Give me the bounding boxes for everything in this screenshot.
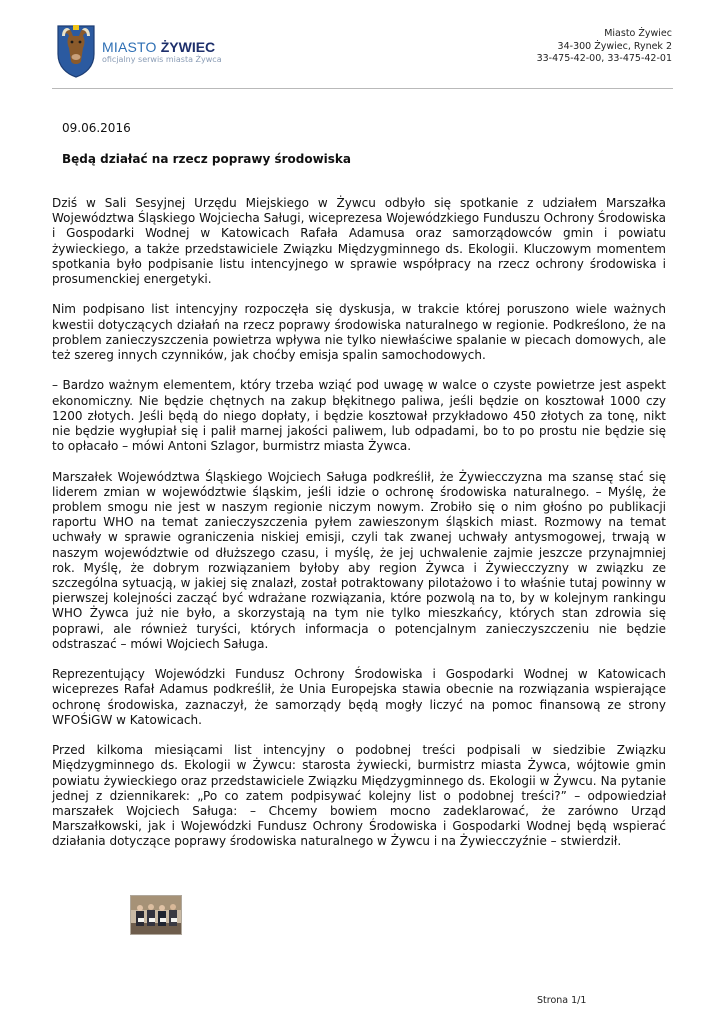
- contact-name: Miasto Żywiec: [604, 28, 672, 39]
- brand-name-text: ŻYWIEC: [160, 39, 216, 55]
- contact-phones: 33-475-42-00, 33-475-42-01: [536, 53, 672, 64]
- contact-address: 34-300 Żywiec, Rynek 2: [557, 40, 672, 52]
- page-header: [0, 0, 725, 90]
- article-paragraph: Reprezentujący Wojewódzki Fundusz Ochrony Środowiska i Gospodarki Wodnej w Katowicach wiceprezes Rafał Adamus podkreślił, że Unia Europejska stawia obecnie na rozwiązania wspierające ochronę środowiska, zaznaczył, że samorządy będą mogły liczyć na pomoc finansową ze strony WFOŚiGW w Katowicach.: [52, 667, 666, 727]
- brand-city-text: MIASTO: [102, 39, 161, 55]
- article-paragraph: – Bardzo ważnym elementem, który trzeba wziąć pod uwagę w walce o czyste powietrze jest aspekt ekonomiczny. Nie będzie chętnych na zakup błękitnego paliwa, jeśli będzie on kosztował 1000 czy 1200 złotych. Jeśli będą do niego dopłaty, i będzie kosztował przykładowo 450 złotych za tonę, nikt nie będzie wygłupiał się i palił marnej jakości paliwem, lub odpadami, bo to po prostu nie będzie się to opłacało – mówi Antoni Szlagor, burmistrz miasta Żywca.: [52, 378, 666, 454]
- article-paragraph: Dziś w Sali Sesyjnej Urzędu Miejskiego w Żywcu odbyło się spotkanie z udziałem Marszałka Województwa Śląskiego Wojciecha Saługi, wiceprezesa Wojewódzkiego Funduszu Ochrony Środowiska i Gospodarki Wodnej w Katowicach Rafała Adamusa oraz samorządowców gmin i powiatu żywieckiego, a także przedstawiciele Związku Międzygminnego ds. Ekologii. Kluczowym momentem spotkania było podpisanie listu intencyjnego w sprawie współpracy na rzecz ochrony środowiska i prosumenckiej energetyki.: [52, 196, 666, 287]
- header-divider: [52, 88, 673, 89]
- article-paragraph: Przed kilkoma miesiącami list intencyjny o podobnej treści podpisali w siedzibie Związku Międzygminnego ds. Ekologii w Żywcu: starosta żywiecki, burmistrz miasta Żywca, wójtowie gmin powiatu żywieckiego oraz przedstawiciele Związku Międzygminnego ds. Ekologii w Żywcu. Na pytanie jednej z dziennikarek: „Po co zatem podpisywać kolejny list o podobnej treści?” – odpowiedział marszałek Wojciech Saługa: – Chcemy bowiem mocno zadeklarować, że zarówno Urząd Marszałkowski, jak i Wojewódzki Fundusz Ochrony Środowiska i Gospodarki Wodnej będą wspierać działania dotyczące poprawy środowiska naturalnego w Żywcu i na Żywiecczyźnie – stwierdził.: [52, 743, 666, 849]
- city-logo[interactable]: [56, 24, 236, 80]
- brand-tagline: oficjalny serwis miasta Żywca: [102, 55, 222, 64]
- article-title: Będą działać na rzecz poprawy środowiska: [62, 152, 351, 166]
- city-crest-icon: [56, 24, 96, 78]
- brand-wordmark: [102, 37, 215, 56]
- article-paragraph: Marszałek Województwa Śląskiego Wojciech Saługa podkreślił, że Żywiecczyzna ma szansę stać się liderem zmian w województwie śląskim, jeśli idzie o ochronę środowiska naturalnego. – Myślę, że problem smogu nie jest w naszym regionie niczym nowym. Zrobiło się o nim głośno po publikacji raportu WHO na temat zanieczyszczenia pyłem zawieszonym śląskich miast. Rozmowy na temat uchwały w sprawie ograniczenia niskiej emisji, czyli tak zwanej uchwały antysmogowej, trwają w naszym województwie od dłuższego czasu, i myślę, że jej uchwalenie zajmie jeszcze przynajmniej rok. Myślę, że dobrym rozwiązaniem byłoby aby region Żywca i Żywiecczyzny w związku ze szczególna sytuacją, w jakiej się znalazł, został potraktowany pilotażowo i to właśnie tutaj powinny w pierwszej kolejności zacząć być wdrażane rozwiązania, które pozwolą na to, by w kolejnym rankingu WHO Żywca już nie było, a skorzystają na tym nie tylko mieszkańcy, których stan zdrowia się poprawi, ale również turyści, których informacja o potencjalnym zanieczyszczeniu nie będzie odstraszać – mówi Wojciech Saługa.: [52, 469, 666, 651]
- article-paragraph: Nim podpisano list intencyjny rozpoczęła się dyskusja, w trakcie której poruszono wiele ważnych kwestii dotyczących działań na rzecz poprawy środowiska naturalnego w regionie. Podkreślono, że na problem zanieczyszczenia powietrza wpływa nie tylko niewłaściwe spalanie w piecach domowych, ale też szereg innych czynników, jak choćby emisja spalin samochodowych.: [52, 302, 666, 363]
- article-body: [52, 196, 666, 865]
- contact-info: [537, 28, 672, 66]
- article-date: 09.06.2016: [62, 121, 131, 135]
- article-photo[interactable]: [130, 895, 182, 935]
- page-number: Strona 1/1: [537, 995, 587, 1006]
